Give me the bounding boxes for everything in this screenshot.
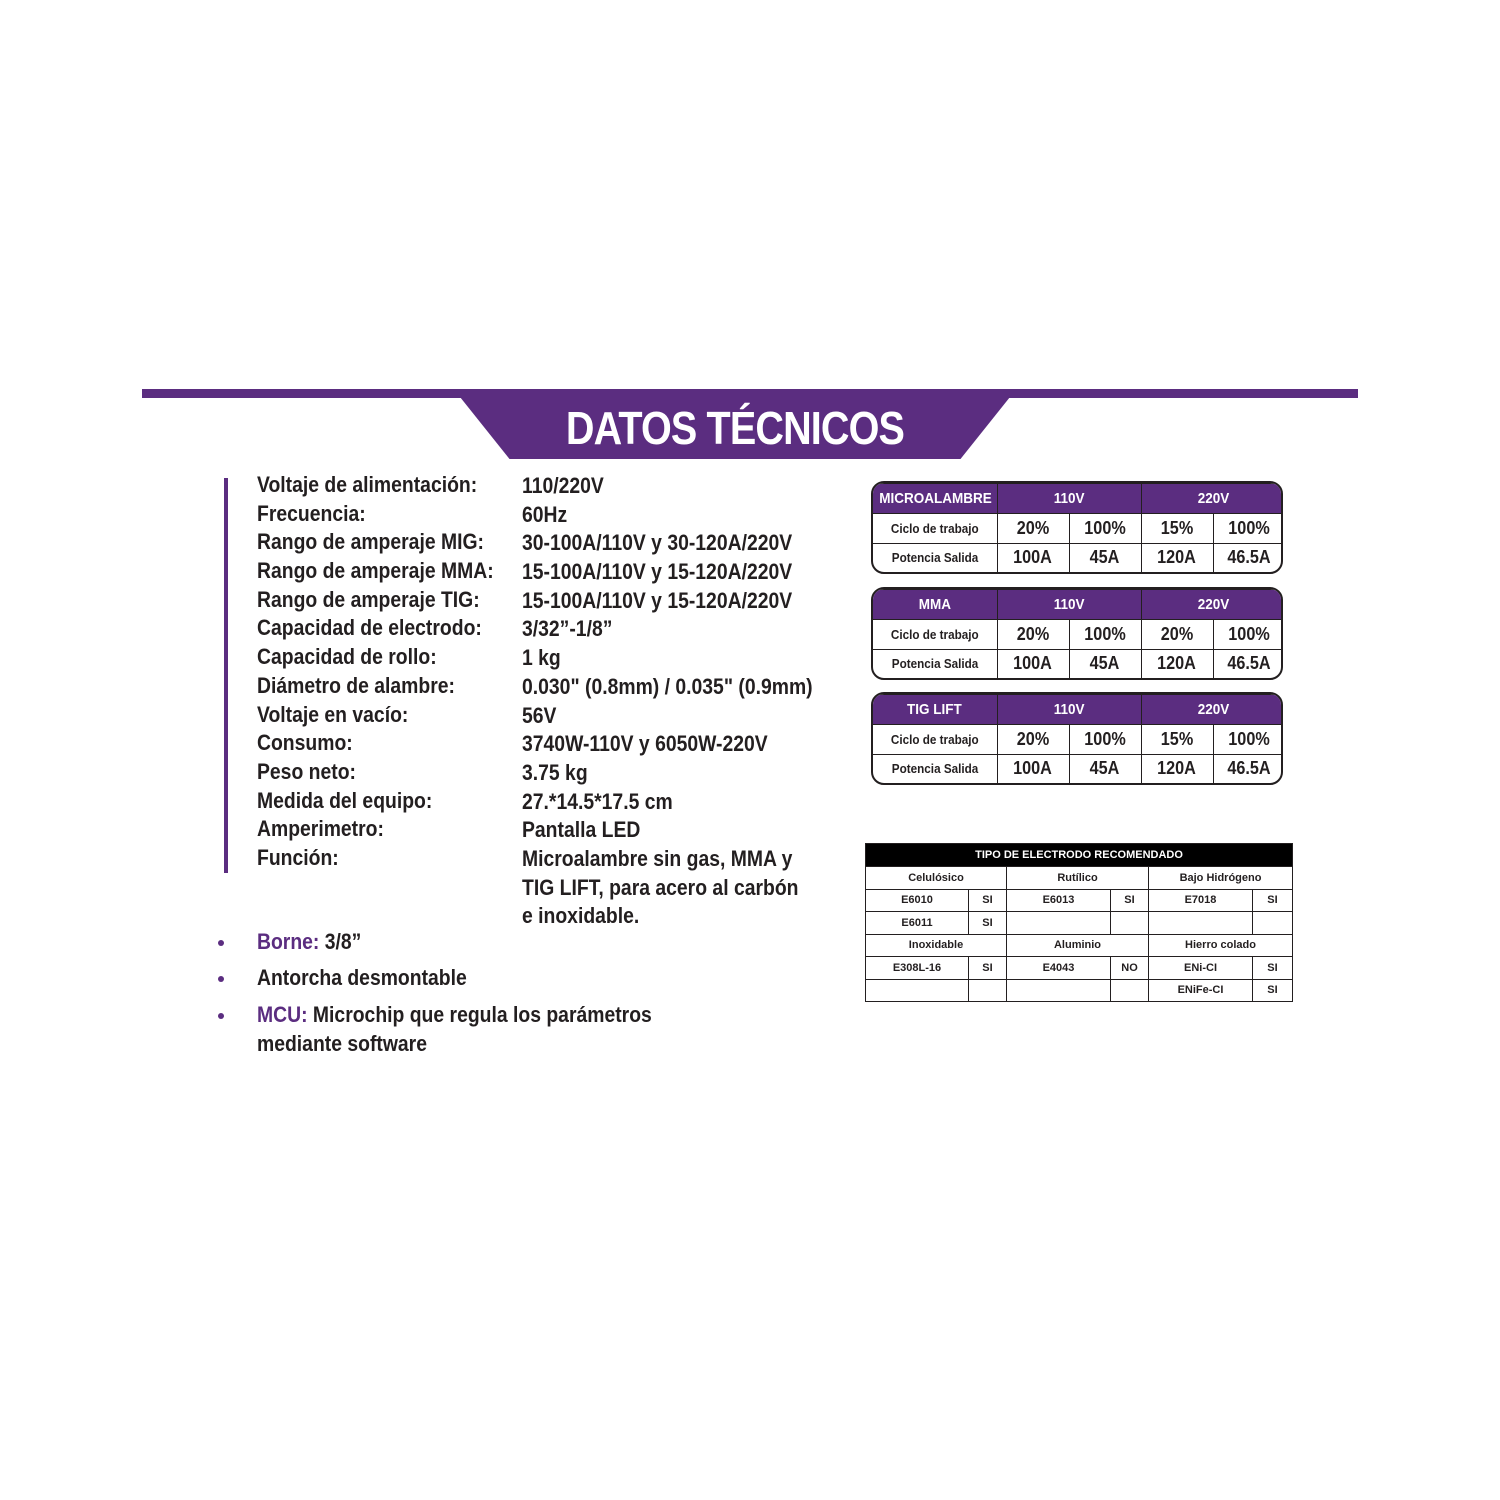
electrode-cell: [1253, 912, 1293, 935]
spec-value: 60Hz: [522, 501, 568, 527]
table-cell: [1213, 649, 1283, 678]
process-name: [873, 484, 997, 514]
electrode-cell: SI: [1253, 957, 1293, 980]
bullet-dot-icon: [218, 940, 224, 946]
electrode-cell: ENiFe-CI: [1149, 979, 1253, 1002]
electrode-cell: [1111, 912, 1149, 935]
table-cell: [1141, 620, 1213, 650]
spec-value: Pantalla LED: [522, 817, 641, 843]
electrode-group-cell: Celulósico: [866, 867, 1007, 890]
voltage-header: [997, 590, 1141, 620]
spec-label: Función:: [257, 844, 339, 870]
table-cell: [997, 649, 1069, 678]
output-power-row: [873, 754, 1283, 783]
row-label-text: Potencia Salida: [891, 761, 978, 777]
cell-value: 45A: [1090, 547, 1120, 568]
electrode-cell: SI: [969, 912, 1007, 935]
process-name: [873, 590, 997, 620]
electrode-group-cell: Rutílico: [1007, 867, 1149, 890]
electrode-cell: E6013: [1007, 889, 1111, 912]
table-cell: [997, 514, 1069, 544]
cell-value: 100A: [1013, 653, 1053, 674]
spec-label: Frecuencia:: [257, 500, 366, 526]
voltage-header: [997, 484, 1141, 514]
page-title: DATOS TÉCNICOS: [565, 402, 905, 454]
electrode-table-title-row: [866, 844, 1293, 867]
cell-value: 100%: [1084, 517, 1126, 538]
spec-row: [257, 501, 857, 530]
spec-value: 110/220V: [522, 473, 604, 498]
bullet-key: Borne:: [257, 929, 320, 954]
cell-value: 45A: [1090, 653, 1120, 674]
electrode-cell: NO: [1111, 957, 1149, 980]
cell-value: 20%: [1016, 517, 1050, 538]
electrode-group-cell: Hierro colado: [1149, 934, 1293, 957]
process-name-text: TIG LIFT: [907, 701, 963, 718]
cell-value: 100%: [1084, 728, 1126, 749]
duty-cycle-row: [873, 514, 1283, 544]
electrode-data-row: [866, 889, 1293, 912]
spec-value: Microalambre sin gas, MMA y TIG LIFT, para acero al carbón e inoxidable.: [522, 845, 799, 929]
bullet-desc: Microchip que regula los parámetros mediante software: [257, 1002, 652, 1056]
cell-value: 46.5A: [1227, 653, 1271, 674]
table-cell: [1141, 754, 1213, 783]
spec-value: 3740W-110V y 6050W-220V: [522, 731, 768, 757]
voltage-text: 220V: [1197, 701, 1230, 718]
electrode-cell: [1007, 979, 1111, 1002]
electrode-group-row: [866, 867, 1293, 890]
row-label-text: Ciclo de trabajo: [890, 731, 979, 747]
electrode-group-cell: Aluminio: [1007, 934, 1149, 957]
table-header-row: [873, 590, 1283, 620]
table-cell: [1069, 754, 1141, 783]
bullet-desc: 3/8”: [319, 929, 362, 954]
row-label: [873, 754, 997, 783]
cell-value: 45A: [1090, 758, 1120, 779]
row-label: [873, 543, 997, 572]
spec-value: 3/32”-1/8”: [522, 616, 613, 642]
duty-cycle-table: [871, 692, 1283, 785]
electrode-cell: E4043: [1007, 957, 1111, 980]
electrode-group-cell: Bajo Hidrógeno: [1149, 867, 1293, 890]
cell-value: 15%: [1160, 517, 1194, 538]
cell-value: 100%: [1084, 623, 1126, 644]
voltage-header: [1141, 695, 1283, 725]
spec-label: Rango de amperaje MIG:: [257, 529, 484, 555]
table-cell: [1213, 725, 1283, 755]
spec-label: Voltaje de alimentación:: [257, 472, 478, 497]
cell-value: 100%: [1228, 517, 1270, 538]
cell-value: 100A: [1013, 758, 1053, 779]
spec-value: 56V: [522, 702, 557, 728]
table-cell: [1141, 514, 1213, 544]
electrode-cell: [866, 979, 969, 1002]
row-label-text: Ciclo de trabajo: [890, 626, 979, 642]
spec-label: Rango de amperaje TIG:: [257, 586, 480, 612]
table-cell: [997, 620, 1069, 650]
voltage-header: [997, 695, 1141, 725]
electrode-cell: E308L-16: [866, 957, 969, 980]
bullet-text: [257, 1000, 715, 1058]
electrode-cell: SI: [969, 957, 1007, 980]
electrode-data-row: [866, 912, 1293, 935]
row-label: [873, 649, 997, 678]
row-label-text: Potencia Salida: [891, 656, 978, 672]
bullet-dot-icon: [218, 1013, 224, 1019]
cell-value: 20%: [1160, 623, 1194, 644]
voltage-text: 220V: [1197, 596, 1230, 613]
spec-label: Consumo:: [257, 730, 353, 756]
process-name: [873, 695, 997, 725]
table-cell: [1213, 754, 1283, 783]
process-name-text: MICROALAMBRE: [879, 490, 992, 507]
cell-value: 46.5A: [1227, 547, 1271, 568]
table-cell: [997, 754, 1069, 783]
electrode-table: [865, 843, 1292, 1002]
electrode-cell: ENi-CI: [1149, 957, 1253, 980]
electrode-cell: [1111, 979, 1149, 1002]
spec-row: [257, 472, 857, 501]
voltage-header: [1141, 590, 1283, 620]
spec-value: 3.75 kg: [522, 759, 588, 785]
cell-value: 120A: [1157, 758, 1197, 779]
electrode-data-row: [866, 979, 1293, 1002]
electrode-cell: [969, 979, 1007, 1002]
spec-value: 27.*14.5*17.5 cm: [522, 788, 673, 814]
spec-value: 15-100A/110V y 15-120A/220V: [522, 559, 793, 585]
table-cell: [1213, 514, 1283, 544]
bullet-text: [257, 963, 715, 992]
table-cell: [1141, 725, 1213, 755]
cell-value: 120A: [1157, 547, 1197, 568]
spec-label: Rango de amperaje MMA:: [257, 558, 494, 584]
electrode-cell: [1007, 912, 1111, 935]
spec-row: [257, 673, 857, 702]
bullet-desc: Antorcha desmontable: [257, 965, 467, 990]
bullet-text: [257, 927, 715, 956]
voltage-text: 110V: [1053, 490, 1085, 507]
table-cell: [1069, 649, 1141, 678]
spec-row: [257, 615, 857, 644]
electrode-cell: [1149, 912, 1253, 935]
spec-label: Medida del equipo:: [257, 787, 433, 813]
electrode-cell: SI: [1253, 889, 1293, 912]
spec-value: 1 kg: [522, 645, 561, 671]
electrode-cell: E7018: [1149, 889, 1253, 912]
electrode-cell: E6011: [866, 912, 969, 935]
cell-value: 100%: [1228, 728, 1270, 749]
spec-list: [257, 472, 857, 929]
voltage-header: [1141, 484, 1283, 514]
electrode-cell: SI: [1111, 889, 1149, 912]
spec-row: [257, 529, 857, 558]
table-cell: [1141, 649, 1213, 678]
output-power-row: [873, 649, 1283, 678]
electrode-group-cell: Inoxidable: [866, 934, 1007, 957]
table-cell: [1069, 620, 1141, 650]
duty-cycle-row: [873, 620, 1283, 650]
voltage-text: 110V: [1053, 701, 1085, 718]
row-label: [873, 725, 997, 755]
spec-value: 0.030" (0.8mm) / 0.035" (0.9mm): [522, 673, 813, 699]
voltage-text: 220V: [1197, 490, 1230, 507]
electrode-data-row: [866, 957, 1293, 980]
spec-label: Capacidad de rollo:: [257, 644, 437, 670]
spec-label: Amperimetro:: [257, 816, 384, 842]
table-cell: [997, 543, 1069, 572]
output-power-row: [873, 543, 1283, 572]
electrode-group-row: [866, 934, 1293, 957]
voltage-text: 110V: [1053, 596, 1085, 613]
duty-cycle-table: [871, 481, 1283, 574]
table-header-row: [873, 484, 1283, 514]
process-name-text: MMA: [918, 596, 951, 613]
duty-cycle-row: [873, 725, 1283, 755]
table-cell: [1069, 514, 1141, 544]
table-cell: [1213, 543, 1283, 572]
spec-row: [257, 644, 857, 673]
spec-value: 30-100A/110V y 30-120A/220V: [522, 530, 793, 556]
electrode-cell: SI: [1253, 979, 1293, 1002]
table-cell: [997, 725, 1069, 755]
row-label-text: Ciclo de trabajo: [890, 520, 979, 536]
table-cell: [1213, 620, 1283, 650]
electrode-table-title: TIPO DE ELECTRODO RECOMENDADO: [866, 844, 1293, 867]
spec-accent-line: [224, 478, 228, 873]
spec-label: Peso neto:: [257, 758, 356, 784]
cell-value: 120A: [1157, 653, 1197, 674]
cell-value: 100%: [1228, 623, 1270, 644]
spec-label: Capacidad de electrodo:: [257, 615, 482, 641]
spec-row: [257, 816, 857, 845]
table-cell: [1141, 543, 1213, 572]
table-header-row: [873, 695, 1283, 725]
spec-label: Voltaje en vacío:: [257, 701, 409, 727]
spec-row: [257, 730, 857, 759]
spec-row: [257, 759, 857, 788]
spec-value: 15-100A/110V y 15-120A/220V: [522, 587, 793, 613]
cell-value: 20%: [1016, 728, 1050, 749]
bullet-key: MCU:: [257, 1002, 308, 1027]
cell-value: 20%: [1016, 623, 1050, 644]
spec-label: Diámetro de alambre:: [257, 672, 455, 698]
row-label-text: Potencia Salida: [891, 550, 978, 566]
electrode-cell: SI: [969, 889, 1007, 912]
spec-row: [257, 587, 857, 616]
cell-value: 100A: [1013, 547, 1053, 568]
spec-row: [257, 788, 857, 817]
cell-value: 46.5A: [1227, 758, 1271, 779]
row-label: [873, 514, 997, 544]
table-cell: [1069, 725, 1141, 755]
duty-cycle-table: [871, 587, 1283, 680]
electrode-cell: E6010: [866, 889, 969, 912]
cell-value: 15%: [1160, 728, 1194, 749]
spec-row: [257, 702, 857, 731]
spec-row: [257, 844, 857, 929]
table-cell: [1069, 543, 1141, 572]
bullet-dot-icon: [218, 976, 224, 982]
spec-row: [257, 558, 857, 587]
row-label: [873, 620, 997, 650]
